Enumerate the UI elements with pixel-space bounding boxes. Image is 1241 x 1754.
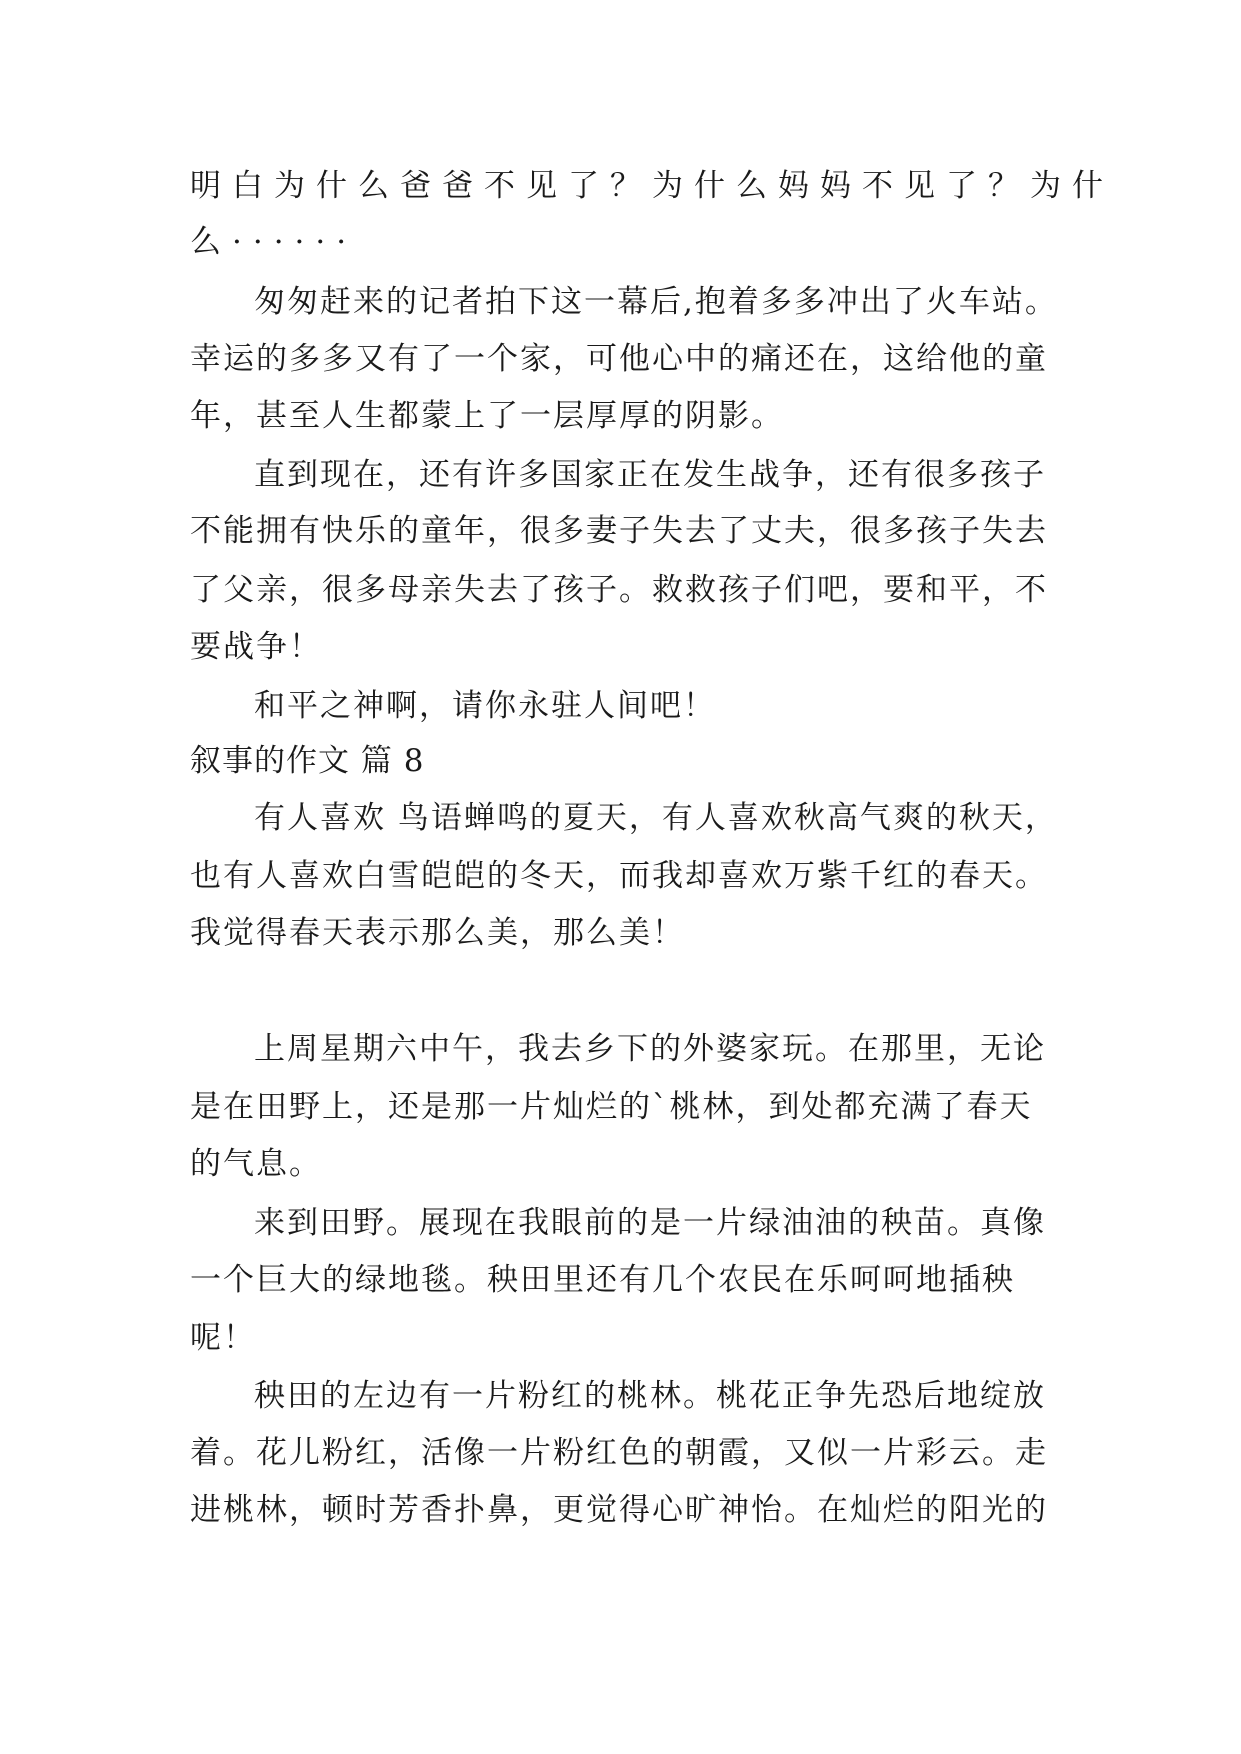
section-heading: 叙事的作文 篇 8 bbox=[190, 743, 425, 779]
text-line: 么······ bbox=[190, 224, 358, 260]
text-line: 着。花儿粉红，活像一片粉红色的朝霞，又似一片彩云。走 bbox=[190, 1435, 1048, 1471]
text-line: 是在田野上，还是那一片灿烂的`桃林，到处都充满了春天 bbox=[190, 1089, 1033, 1125]
text-line: 进桃林，顿时芳香扑鼻，更觉得心旷神怡。在灿烂的阳光的 bbox=[190, 1492, 1048, 1528]
text-line: 的气息。 bbox=[190, 1146, 322, 1182]
text-line: 明白为什么爸爸不见了？为什么妈妈不见了？为什 bbox=[190, 168, 1114, 204]
text-line: 来到田野。展现在我眼前的是一片绿油油的秧苗。真像 bbox=[254, 1205, 1046, 1241]
text-line: 要战争！ bbox=[190, 629, 322, 665]
text-line: 我觉得春天表示那么美，那么美！ bbox=[190, 915, 685, 951]
text-line: 年，甚至人生都蒙上了一层厚厚的阴影。 bbox=[190, 398, 784, 434]
text-line: 匆匆赶来的记者拍下这一幕后,抱着多多冲出了火车站。 bbox=[254, 284, 1058, 320]
text-line: 也有人喜欢白雪皑皑的冬天，而我却喜欢万紫千红的春天。 bbox=[190, 858, 1048, 894]
text-line: 一个巨大的绿地毯。秧田里还有几个农民在乐呵呵地插秧 bbox=[190, 1262, 1015, 1298]
text-line: 幸运的多多又有了一个家，可他心中的痛还在，这给他的童 bbox=[190, 341, 1048, 377]
text-line: 上周星期六中午，我去乡下的外婆家玩。在那里，无论 bbox=[254, 1031, 1046, 1067]
text-line: 直到现在，还有许多国家正在发生战争，还有很多孩子 bbox=[254, 457, 1046, 493]
text-line: 和平之神啊，请你永驻人间吧！ bbox=[254, 688, 716, 724]
text-line: 有人喜欢 鸟语蝉鸣的夏天，有人喜欢秋高气爽的秋天， bbox=[254, 800, 1058, 836]
text-line: 了父亲，很多母亲失去了孩子。救救孩子们吧，要和平，不 bbox=[190, 572, 1048, 608]
text-line: 呢！ bbox=[190, 1320, 256, 1356]
text-line: 不能拥有快乐的童年，很多妻子失去了丈夫，很多孩子失去 bbox=[190, 513, 1048, 549]
text-line: 秧田的左边有一片粉红的桃林。桃花正争先恐后地绽放 bbox=[254, 1378, 1046, 1414]
